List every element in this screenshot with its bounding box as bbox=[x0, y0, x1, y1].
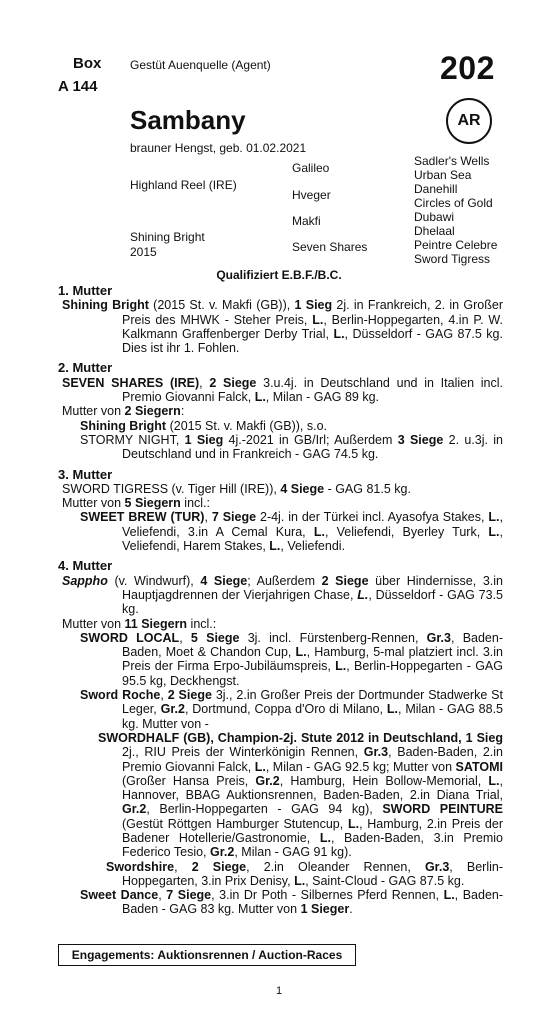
entry-text: Sword Roche bbox=[80, 688, 161, 703]
entry-text: L. bbox=[488, 524, 500, 539]
entry-text: (2015 St. v. Makfi (GB)), s.o. bbox=[166, 418, 328, 433]
entry-text: , Berlin-Hoppegarten, 3.in Prix Denisy, bbox=[122, 859, 504, 888]
box-label: Box bbox=[73, 55, 102, 72]
pedigree-sire-sire: Galileo bbox=[292, 161, 330, 175]
entry-text: , bbox=[160, 688, 168, 703]
entry-text: SWEET BREW (TUR) bbox=[80, 510, 205, 525]
entry-text: 5 Siegern bbox=[124, 496, 181, 511]
pedigree-entry bbox=[58, 419, 503, 433]
entry-text: , 3.in Dr Poth - Silbernes Pferd Rennen, bbox=[211, 888, 444, 903]
entry-text: L. bbox=[333, 326, 345, 341]
entry-text: , Veliefendi, Byerley Turk, bbox=[324, 524, 489, 539]
section-title: 3. Mutter bbox=[58, 466, 113, 482]
pedigree-sire: Highland Reel (IRE) bbox=[130, 178, 237, 192]
horse-name: Sambany bbox=[130, 105, 246, 135]
entry-text: (2015 St. v. Makfi (GB)), bbox=[148, 298, 295, 313]
entry-text: incl.: bbox=[180, 496, 210, 511]
pedigree-entry bbox=[58, 888, 503, 917]
pedigree-entry bbox=[58, 298, 503, 355]
entry-text: (Großer Hansa Preis, bbox=[122, 773, 256, 788]
entry-text: : bbox=[180, 404, 185, 419]
entry-text: 2j., RIU Preis der Winterkönigin Rennen, bbox=[122, 745, 364, 760]
entry-text: 7 Siege bbox=[166, 888, 212, 903]
entry-text: , Dortmund, Coppa d'Oro di Milano, bbox=[184, 702, 387, 717]
entry-text: , Milan - GAG 91 kg). bbox=[234, 845, 352, 860]
entry-text: L. bbox=[294, 873, 306, 888]
entry-text: , Hamburg, 5-mal platziert incl. 3.in Preis der Firma Erpo-Jubiläumspreis, bbox=[122, 645, 503, 674]
pedigree-entry bbox=[58, 510, 503, 553]
pedigree-entry bbox=[58, 433, 503, 462]
entry-text: , Veliefendi. bbox=[280, 539, 346, 554]
entry-text: , Baden-Baden, 2.in Premio Giovanni Falck, bbox=[122, 745, 504, 774]
entry-text: SATOMI bbox=[455, 759, 504, 774]
ar-badge: AR bbox=[446, 98, 492, 144]
pedigree-entry bbox=[58, 860, 503, 889]
entry-text: 7 Siege bbox=[211, 510, 257, 525]
entry-text: - GAG 81.5 kg. bbox=[324, 481, 411, 496]
pedigree-entry bbox=[58, 496, 503, 510]
pedigree-gen3-item: Circles of Gold bbox=[414, 196, 493, 210]
entry-text: , Düsseldorf - GAG 73.5 kg. bbox=[122, 587, 503, 617]
entry-text: , 2.in Oleander Rennen, bbox=[246, 859, 425, 874]
pedigree-entry bbox=[58, 631, 503, 688]
entry-text: 1 Sieger bbox=[300, 902, 350, 917]
qualification: Qualifiziert E.B.F./B.C. bbox=[216, 268, 342, 282]
entry-text: SWORD LOCAL bbox=[80, 630, 180, 645]
pedigree-entry bbox=[58, 404, 503, 418]
entry-text: , Berlin-Hoppegarten - GAG 95.5 kg, Deckhengst. bbox=[122, 659, 503, 688]
page-number: 1 bbox=[275, 985, 283, 997]
entry-text: Gr.2 bbox=[160, 702, 185, 717]
lot-number: 202 bbox=[440, 50, 495, 86]
entry-text: , Milan - GAG 88.5 kg. Mutter von - bbox=[122, 702, 504, 731]
entry-text: L. bbox=[295, 645, 307, 660]
entry-text: , Baden-Baden, Moet & Chandon Cup, bbox=[122, 630, 503, 660]
entry-text: 2. u.3j. in Deutschland und in Frankreich - GAG 74.5 kg. bbox=[122, 432, 503, 462]
entry-text: L. bbox=[488, 773, 500, 788]
pedigree-entry bbox=[58, 617, 503, 631]
pedigree-gen3-item: Sadler's Wells bbox=[414, 154, 490, 168]
pedigree-gen3 bbox=[414, 154, 497, 266]
entry-text: 3.u.4j. in Deutschland und in Italien incl. Premio Giovanni Falck, bbox=[122, 375, 503, 405]
entry-text: L. bbox=[254, 390, 266, 405]
pedigree-dam-sire: Makfi bbox=[292, 214, 321, 228]
section-title: 2. Mutter bbox=[58, 360, 113, 376]
entry-text: , bbox=[204, 510, 212, 525]
entry-text: Sweet Dance bbox=[80, 888, 159, 903]
entry-text: Gr.3 bbox=[426, 630, 451, 645]
pedigree-entry bbox=[58, 688, 503, 731]
entry-text: Gr.2 bbox=[122, 802, 147, 817]
entry-text: SWORD PEINTURE bbox=[382, 802, 503, 817]
entry-text: L. bbox=[386, 702, 398, 717]
entry-text: SEVEN SHARES (IRE) bbox=[62, 375, 200, 390]
entry-text: Mutter von bbox=[62, 496, 125, 511]
entry-text: , Baden-Baden, 3.in Premio Federico Tesio, bbox=[122, 830, 503, 860]
engagements-box: Engagements: Auktionsrennen / Auction-Races bbox=[58, 944, 356, 966]
entry-text: Gr.2 bbox=[255, 773, 280, 788]
entry-text: , bbox=[179, 630, 191, 645]
entry-text: 5 Siege bbox=[190, 630, 240, 645]
agent: Gestüt Auenquelle (Agent) bbox=[130, 58, 271, 72]
box-number: A 144 bbox=[58, 78, 98, 95]
entry-text: 4 Siege bbox=[200, 573, 248, 588]
entry-text: über Hindernisse, 3.in Hauptjagdrennen der Vierjahrigen Chase, bbox=[122, 573, 503, 602]
entry-text: Sappho bbox=[62, 573, 108, 588]
pedigree-gen3-item: Sword Tigress bbox=[414, 252, 491, 266]
entry-text: (v. Windwurf), bbox=[107, 573, 201, 588]
entry-text: L. bbox=[312, 312, 324, 327]
entry-text: , Hamburg, 2.in Preis der Badener Hotellerie/Gastronomie, bbox=[122, 816, 504, 845]
entry-text: , Veliefendi, Harem Stakes, bbox=[122, 524, 503, 554]
entry-text: L. bbox=[269, 539, 281, 554]
entry-text: 1 Sieg bbox=[184, 432, 224, 447]
entry-text: 4j.-2021 in GB/Irl; Außerdem bbox=[223, 432, 398, 447]
entry-text: 2 Siege bbox=[191, 859, 247, 874]
entry-text: Mutter von bbox=[62, 404, 125, 419]
entry-text: 2 Siege bbox=[321, 573, 369, 588]
entry-text: , Saint-Cloud - GAG 87.5 kg. bbox=[305, 873, 465, 888]
entry-text: , Berlin-Hoppegarten - GAG 94 kg), bbox=[146, 802, 383, 817]
entry-text: 3j. incl. Fürstenberg-Rennen, bbox=[239, 630, 427, 645]
entry-text: . bbox=[349, 902, 353, 917]
pedigree-gen3-item: Dhelaal bbox=[414, 224, 455, 238]
entry-text: L. bbox=[254, 759, 266, 774]
entry-text: Swordshire bbox=[106, 859, 175, 874]
entry-text: , Hannover, BBAG Auktionsrennen, Baden-Baden, 2.in Diana Trial, bbox=[122, 773, 503, 803]
entry-text: , bbox=[199, 375, 210, 390]
entry-text: incl.: bbox=[187, 616, 217, 631]
entry-text: L. bbox=[335, 659, 347, 674]
pedigree-entry bbox=[58, 482, 503, 496]
entry-text: L. bbox=[347, 816, 360, 831]
pedigree-dam: Shining Bright bbox=[130, 230, 205, 244]
entry-text: 3 Siege bbox=[397, 432, 444, 447]
entry-text: L. bbox=[357, 587, 369, 602]
entry-text: ; Außerdem bbox=[247, 573, 322, 588]
entry-text: , Düsseldorf - GAG 87.5 kg. Dies ist ihr 1. Fohlen. bbox=[122, 326, 503, 356]
section-title: 4. Mutter bbox=[58, 558, 113, 574]
dam-line-content bbox=[58, 284, 503, 917]
entry-text: SWORD TIGRESS (v. Tiger Hill (IRE)), bbox=[62, 481, 281, 496]
entry-text: , Berlin-Hoppegarten, 4.in P. W. Kalkmann Graffenberger Derby Trial, bbox=[122, 312, 504, 341]
entry-text: , bbox=[174, 859, 192, 874]
entry-text: 3j., 2.in Großer Preis der Dortmunder Stadwerke St Leger, bbox=[122, 688, 503, 717]
entry-text: 2-4j. in der Türkei incl. Ayasofya Stakes, bbox=[256, 510, 489, 525]
pedigree-gen3-item: Urban Sea bbox=[414, 168, 472, 182]
entry-text: , bbox=[158, 888, 167, 903]
entry-text: L. bbox=[313, 524, 325, 539]
entry-text: Shining Bright bbox=[80, 418, 167, 433]
pedigree-gen3-item: Dubawi bbox=[414, 210, 455, 224]
entry-text: , Milan - GAG 89 kg. bbox=[265, 390, 380, 405]
pedigree-entry bbox=[58, 376, 503, 405]
entry-text: , Milan - GAG 92.5 kg; Mutter von bbox=[265, 759, 456, 774]
entry-text: 4 Siege bbox=[280, 481, 325, 496]
entry-text: 1 Sieg bbox=[294, 298, 333, 313]
pedigree-entry bbox=[58, 731, 503, 860]
pedigree-entry bbox=[58, 574, 503, 617]
entry-text: 2 Siegern bbox=[124, 404, 181, 419]
entry-text: (Gestüt Röttgen Hamburger Stutencup, bbox=[122, 816, 348, 831]
entry-text: , Veliefendi, 3.in A Cemal Kura, bbox=[122, 510, 503, 539]
pedigree-dam-year: 2015 bbox=[130, 245, 157, 259]
pedigree-gen3-item: Danehill bbox=[414, 182, 458, 196]
entry-text: L. bbox=[443, 888, 455, 903]
entry-text: Shining Bright bbox=[62, 298, 149, 313]
entry-text: 2 Siege bbox=[209, 375, 257, 390]
entry-text: L. bbox=[319, 830, 331, 845]
entry-text: Mutter von bbox=[62, 616, 125, 631]
entry-text: STORMY NIGHT, bbox=[80, 432, 185, 447]
entry-text: SWORDHALF (GB), Champion-2j. Stute 2012 in Deutschland, 1 Sieg bbox=[98, 730, 503, 745]
entry-text: , Hamburg, Hein Bollow-Memorial, bbox=[279, 773, 489, 788]
horse-description: brauner Hengst, geb. 01.02.2021 bbox=[130, 141, 307, 155]
entry-text: Gr.2 bbox=[210, 845, 235, 860]
entry-text: 2 Siege bbox=[167, 688, 212, 703]
pedigree-sire-dam: Hveger bbox=[292, 188, 331, 202]
pedigree-dam-dam: Seven Shares bbox=[292, 240, 368, 254]
entry-text: Gr.3 bbox=[424, 859, 450, 874]
pedigree-gen3-item: Peintre Celebre bbox=[414, 238, 498, 252]
entry-text: 2j. in Frankreich, 2. in Großer Preis des MHWK - Steher Preis, bbox=[122, 298, 503, 327]
entry-text: Gr.3 bbox=[363, 745, 389, 760]
entry-text: 11 Siegern bbox=[124, 616, 188, 631]
entry-text: , Baden-Baden - GAG 83 kg. Mutter von bbox=[122, 888, 504, 917]
entry-text: L. bbox=[488, 510, 500, 525]
section-title: 1. Mutter bbox=[58, 283, 113, 298]
